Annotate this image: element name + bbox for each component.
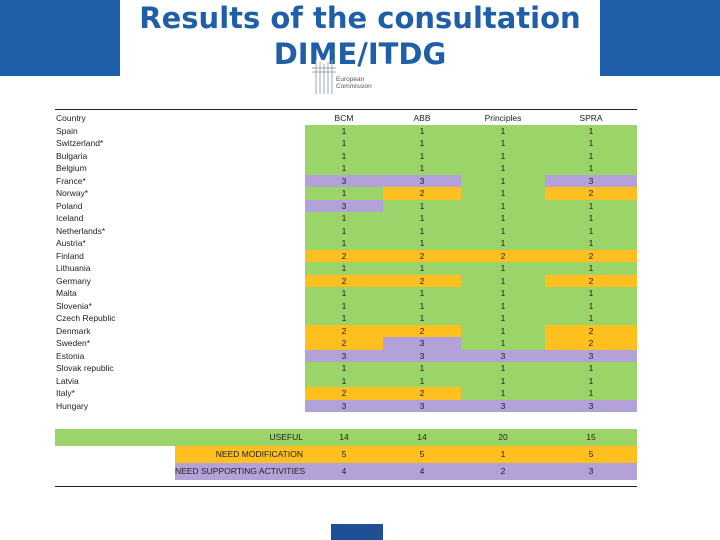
score-cell: 1: [383, 287, 461, 300]
summary-label-cell: [175, 446, 305, 463]
score-cell: 2: [545, 250, 637, 263]
logo-text: European Commission: [336, 76, 372, 90]
table-row: [55, 337, 637, 350]
summary-row: [55, 446, 637, 463]
table-row: [55, 150, 637, 163]
score-cell: 2: [545, 325, 637, 338]
table-row: [55, 237, 637, 250]
score-cell: 2: [383, 187, 461, 200]
summary-value: 5: [545, 446, 637, 463]
summary-label: NEED MODIFICATION: [215, 449, 303, 459]
country-name: Slovenia*: [56, 300, 92, 311]
table-row: [55, 125, 637, 138]
table-row: [55, 375, 637, 388]
score-cell: 1: [461, 262, 545, 275]
score-cell: 1: [383, 162, 461, 175]
score-cell: 1: [305, 287, 383, 300]
score-cell: 3: [545, 400, 637, 413]
country-name: Poland: [56, 200, 83, 211]
score-cell: 1: [461, 187, 545, 200]
score-cell: 1: [383, 212, 461, 225]
summary-value: 3: [545, 463, 637, 480]
country-name: Austria*: [56, 238, 86, 248]
summary-value: 5: [383, 446, 461, 463]
country-name: Germany: [56, 275, 91, 286]
column-header: BCM: [334, 113, 354, 123]
score-cell: 2: [383, 387, 461, 400]
score-cell: 1: [305, 362, 383, 375]
score-cell: 1: [461, 362, 545, 375]
summary-value: 5: [305, 446, 383, 463]
score-cell: 1: [545, 212, 637, 225]
score-cell: 3: [383, 350, 461, 363]
score-cell: 3: [383, 337, 461, 350]
score-cell: 1: [545, 200, 637, 213]
score-cell: 1: [545, 300, 637, 313]
score-cell: 1: [461, 375, 545, 388]
summary-value: 2: [461, 463, 545, 480]
column-header: ABB: [413, 113, 431, 123]
summary-value: 20: [461, 429, 545, 446]
score-cell: 2: [545, 187, 637, 200]
title-line-2: DIME/ITDG: [273, 37, 447, 71]
table-row: [55, 287, 637, 300]
country-name: France*: [56, 175, 86, 186]
table-row: [55, 387, 637, 400]
summary-row: [55, 429, 637, 446]
score-cell: 1: [545, 162, 637, 175]
score-cell: 2: [305, 325, 383, 338]
score-cell: 1: [461, 225, 545, 238]
country-name: Iceland: [56, 213, 84, 223]
score-cell: 1: [461, 287, 545, 300]
score-cell: 1: [383, 125, 461, 138]
table-row: [55, 137, 637, 150]
summary-label-cell: [175, 463, 305, 480]
score-cell: 2: [305, 337, 383, 350]
country-name: Belgium: [56, 163, 87, 173]
score-cell: 1: [461, 275, 545, 288]
score-cell: 1: [545, 225, 637, 238]
score-cell: 1: [383, 200, 461, 213]
country-name: Spain: [56, 125, 78, 136]
score-cell: 1: [461, 150, 545, 163]
table-row: [55, 187, 637, 200]
score-cell: 1: [383, 237, 461, 250]
score-cell: 1: [461, 162, 545, 175]
score-cell: 2: [383, 250, 461, 263]
score-cell: 1: [461, 200, 545, 213]
summary-row: [55, 463, 637, 480]
score-cell: 3: [305, 350, 383, 363]
score-cell: 1: [383, 300, 461, 313]
score-cell: 2: [305, 387, 383, 400]
score-cell: 2: [383, 325, 461, 338]
score-cell: 2: [383, 275, 461, 288]
score-cell: 1: [305, 237, 383, 250]
score-cell: 1: [461, 125, 545, 138]
score-cell: 1: [383, 375, 461, 388]
score-cell: 1: [545, 262, 637, 275]
score-cell: 1: [383, 137, 461, 150]
table-row: [55, 262, 637, 275]
table-row: [55, 400, 637, 413]
table-row: [55, 275, 637, 288]
score-cell: 1: [461, 175, 545, 188]
score-cell: 1: [545, 287, 637, 300]
score-cell: 1: [545, 237, 637, 250]
summary-value: 4: [305, 463, 383, 480]
score-cell: 1: [305, 225, 383, 238]
table-bottom-rule: [55, 486, 637, 487]
score-cell: 3: [383, 175, 461, 188]
score-cell: 1: [383, 362, 461, 375]
summary-value: 14: [305, 429, 383, 446]
score-cell: 1: [545, 375, 637, 388]
table-row: [55, 175, 637, 188]
country-name: Estonia: [56, 350, 85, 361]
table-row: [55, 325, 637, 338]
country-header: Country: [56, 113, 86, 123]
score-cell: 1: [305, 300, 383, 313]
summary-value: 15: [545, 429, 637, 446]
score-cell: 1: [305, 212, 383, 225]
score-cell: 1: [461, 312, 545, 325]
score-cell: 1: [461, 237, 545, 250]
country-name: Czech Republic: [56, 313, 116, 323]
country-name: Finland: [56, 250, 84, 261]
summary-value: 4: [383, 463, 461, 480]
country-name: Denmark: [56, 325, 91, 336]
score-cell: 1: [305, 375, 383, 388]
score-cell: 2: [545, 275, 637, 288]
table-row: [55, 350, 637, 363]
score-cell: 1: [545, 125, 637, 138]
score-cell: 1: [305, 262, 383, 275]
score-cell: 1: [383, 312, 461, 325]
country-name: Norway*: [56, 188, 89, 198]
score-cell: 1: [545, 137, 637, 150]
score-cell: 2: [305, 250, 383, 263]
summary-label: USEFUL: [269, 432, 303, 442]
score-cell: 1: [545, 362, 637, 375]
score-cell: 1: [383, 262, 461, 275]
column-header: SPRA: [579, 113, 603, 123]
score-cell: 3: [461, 400, 545, 413]
score-cell: 1: [305, 137, 383, 150]
summary-value: 14: [383, 429, 461, 446]
footer-logo-block: [331, 524, 383, 540]
score-cell: 3: [383, 400, 461, 413]
table-row: [55, 250, 637, 263]
summary-label-cell: [55, 429, 305, 446]
score-cell: 1: [305, 187, 383, 200]
table-header-row: [55, 112, 637, 125]
score-cell: 3: [305, 175, 383, 188]
country-name: Switzerland*: [56, 138, 104, 148]
score-cell: 2: [461, 250, 545, 263]
table-row: [55, 225, 637, 238]
score-cell: 3: [305, 400, 383, 413]
score-cell: 3: [461, 350, 545, 363]
country-name: Slovak republic: [56, 363, 114, 373]
score-cell: 1: [461, 137, 545, 150]
country-name: Bulgaria: [56, 150, 88, 161]
score-cell: 1: [545, 150, 637, 163]
score-cell: 1: [461, 337, 545, 350]
score-cell: 1: [305, 162, 383, 175]
table-row: [55, 212, 637, 225]
table-row: [55, 362, 637, 375]
score-cell: 1: [383, 150, 461, 163]
table-row: [55, 200, 637, 213]
score-cell: 3: [305, 200, 383, 213]
summary-value: 1: [461, 446, 545, 463]
country-name: Latvia: [56, 375, 79, 386]
country-name: Sweden*: [56, 338, 91, 348]
country-name: Malta: [56, 288, 77, 298]
table-top-rule: [55, 109, 637, 110]
score-cell: 1: [461, 325, 545, 338]
score-cell: 3: [545, 350, 637, 363]
country-name: Hungary: [56, 400, 89, 411]
score-cell: 1: [383, 225, 461, 238]
score-cell: 1: [305, 312, 383, 325]
score-cell: 1: [305, 150, 383, 163]
score-cell: 1: [545, 312, 637, 325]
table-row: [55, 162, 637, 175]
summary-label: NEED SUPPORTING ACTIVITIES: [175, 466, 306, 476]
score-cell: 1: [305, 125, 383, 138]
score-cell: 1: [461, 387, 545, 400]
country-name: Netherlands*: [56, 225, 106, 236]
country-name: Italy*: [56, 388, 75, 398]
title-line-1: Results of the consultation: [139, 1, 581, 35]
table-row: [55, 300, 637, 313]
table-row: [55, 312, 637, 325]
score-cell: 2: [305, 275, 383, 288]
column-header: Principles: [484, 113, 522, 123]
score-cell: 2: [545, 337, 637, 350]
country-name: Lithuania: [56, 263, 91, 273]
score-cell: 3: [545, 175, 637, 188]
score-cell: 1: [545, 387, 637, 400]
score-cell: 1: [461, 212, 545, 225]
score-cell: 1: [461, 300, 545, 313]
